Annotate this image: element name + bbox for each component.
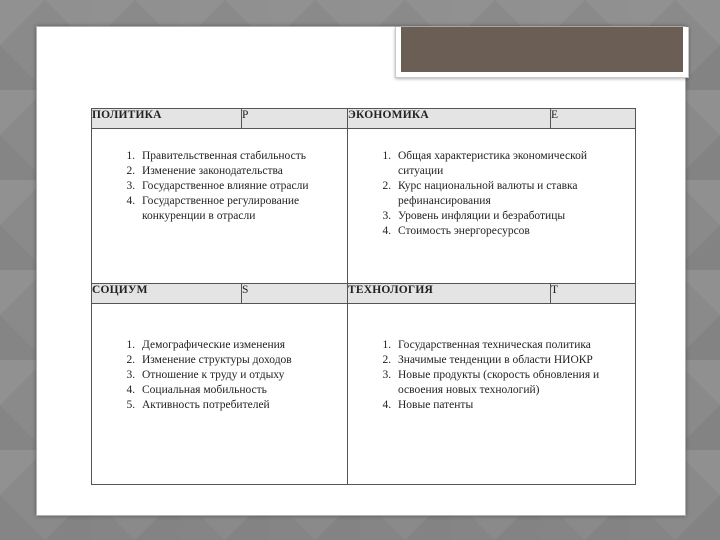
society-list (92, 338, 347, 413)
list-item: 1. Демографические изменения (138, 338, 343, 353)
technology-list (348, 338, 635, 413)
list-item: 2. Изменение структуры доходов (138, 353, 343, 368)
list-item: 3. Государственное влияние отрасли (138, 179, 343, 194)
politics-list (92, 149, 347, 224)
list-item: 3. Уровень инфляции и безработицы (394, 209, 631, 224)
pest-table (91, 108, 636, 485)
table-header-row (92, 109, 636, 129)
society-cell (92, 304, 348, 485)
list-item: 4. Государственное регулирование конкуренции в отрасли (138, 194, 343, 224)
economy-cell (348, 129, 636, 284)
table-row (92, 304, 636, 485)
society-letter: S (242, 284, 348, 304)
economy-list (348, 149, 635, 239)
list-item: 1. Общая характеристика экономической ситуации (394, 149, 631, 179)
society-title: СОЦИУМ (92, 284, 242, 304)
list-item: 4. Стоимость энергоресурсов (394, 224, 631, 239)
title-tab-fill (401, 27, 683, 72)
list-item: 5. Активность потребителей (138, 398, 343, 413)
list-item: 4. Социальная мобильность (138, 383, 343, 398)
politics-letter: P (242, 109, 348, 129)
list-item: 4. Новые патенты (394, 398, 631, 413)
technology-cell (348, 304, 636, 485)
table-row (92, 129, 636, 284)
list-item: 1. Правительственная стабильность (138, 149, 343, 164)
politics-title: ПОЛИТИКА (92, 109, 242, 129)
technology-title: ТЕХНОЛОГИЯ (348, 284, 551, 304)
list-item: 2. Курс национальной валюты и ставка рефинансирования (394, 179, 631, 209)
economy-letter: E (551, 109, 636, 129)
economy-title: ЭКОНОМИКА (348, 109, 551, 129)
list-item: 3. Отношение к труду и отдыху (138, 368, 343, 383)
politics-cell (92, 129, 348, 284)
technology-letter: T (551, 284, 636, 304)
list-item: 2. Изменение законодательства (138, 164, 343, 179)
list-item: 2. Значимые тенденции в области НИОКР (394, 353, 631, 368)
list-item: 1. Государственная техническая политика (394, 338, 631, 353)
title-tab (395, 27, 689, 78)
list-item: 3. Новые продукты (скорость обновления и освоения новых технологий) (394, 368, 631, 398)
table-header-row (92, 284, 636, 304)
